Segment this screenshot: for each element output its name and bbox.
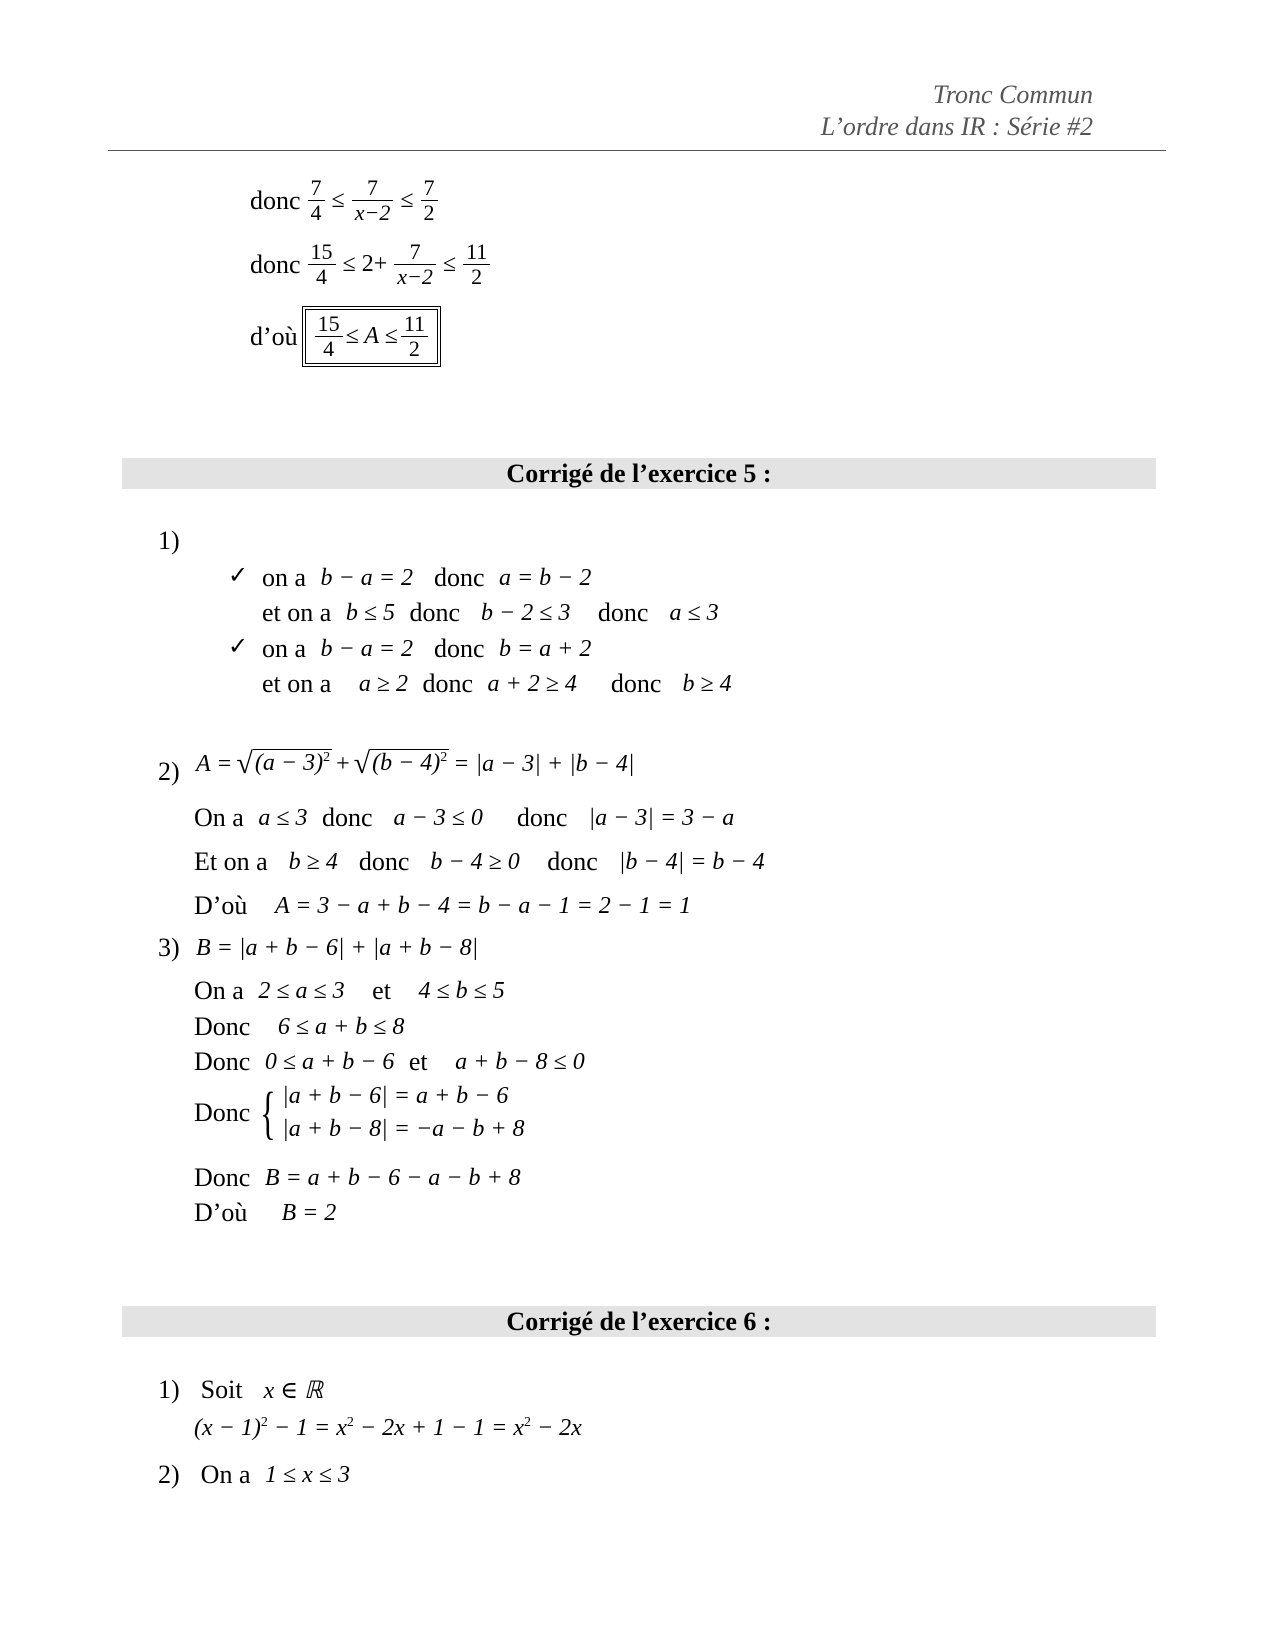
q2-line-1: On a a ≤ 3 donc a − 3 ≤ 0 donc |a − 3| = 3 − a (194, 803, 735, 832)
dou-label: d’où (250, 321, 298, 351)
ex6-q2: 2) On a 1 ≤ x ≤ 3 (158, 1460, 350, 1489)
q2-number: 2) (158, 1460, 180, 1489)
q1-line-3: on a b − a = 2 donc b = a + 2 (262, 634, 592, 663)
header-rule (108, 150, 1166, 151)
check-icon: ✓ (228, 563, 249, 589)
q1-number: 1) (158, 1375, 180, 1404)
fraction: $\frac{7}{x-2}$ (394, 240, 436, 289)
q3-line-3: Donc 0 ≤ a + b − 6 et a + b − 8 ≤ 0 (194, 1047, 585, 1076)
header-series: L’ordre dans IR : Série #2 (820, 112, 1093, 141)
equation-system: { |a + b − 6| = a + b − 6 |a + b − 8| = −a − b + 8 (260, 1080, 525, 1145)
q3-line-4: Donc { |a + b − 6| = a + b − 6 |a + b − 8| = −a − b + 8 (194, 1080, 525, 1145)
section-title-ex6: Corrigé de l’exercice 6 : (122, 1306, 1156, 1337)
q2-line-2: Et on a b ≥ 4 donc b − 4 ≥ 0 donc |b − 4| = b − 4 (194, 847, 765, 876)
top-line-3 (250, 306, 441, 367)
top-line-1: donc $\frac{7}{4}$ ≤ $\frac{7}{x-2}$ ≤ $\frac{7}{2}$ (250, 176, 441, 225)
section-title-ex5: Corrigé de l’exercice 5 : (122, 458, 1156, 489)
top-line-2: donc $\frac{15}{4}$ ≤ 2+ $\frac{7}{x-2}$ ≤ $\frac{11}{2}$ (250, 240, 493, 289)
q1-number: 1) (158, 526, 180, 555)
q3-line-2: Donc 6 ≤ a + b ≤ 8 (194, 1012, 405, 1041)
fraction: $\frac{15}{4}$ (315, 312, 343, 361)
fraction: $\frac{11}{2}$ (463, 240, 490, 289)
q3-line-6: D’où B = 2 (194, 1198, 337, 1227)
q3-number: 3) (158, 933, 180, 962)
q3-line-5: Donc B = a + b − 6 − a − b + 8 (194, 1163, 521, 1192)
brace: { (260, 1080, 276, 1145)
sqrt: √ $(b - 4)^2$ (353, 747, 448, 780)
donc-label: donc (250, 249, 301, 279)
q3-line-1: On a 2 ≤ a ≤ 3 et 4 ≤ b ≤ 5 (194, 976, 505, 1005)
q3-definition: B = |a + b − 6| + |a + b − 8| (196, 935, 479, 961)
fraction: $\frac{15}{4}$ (308, 240, 336, 289)
header-course: Tronc Commun (932, 80, 1093, 109)
fraction: $\frac{7}{2}$ (421, 176, 438, 225)
ex6-q1-equation: $(x - 1)^2 - 1 = x^2 - 2x + 1 - 1 = x^2 - 2x$ (194, 1415, 582, 1441)
boxed-result: $\frac{15}{4}$ ≤ A ≤ $\frac{11}{2}$ (302, 306, 441, 367)
sqrt: √ $(a - 3)^2$ (236, 747, 331, 780)
q2-line-3: D’où A = 3 − a + b − 4 = b − a − 1 = 2 − 1 = 1 (194, 891, 692, 920)
q1-line-4: et on a a ≥ 2 donc a + 2 ≥ 4 donc b ≥ 4 (262, 669, 732, 698)
fraction: $\frac{7}{x-2}$ (352, 176, 394, 225)
fraction: $\frac{11}{2}$ (401, 312, 428, 361)
fraction: $\frac{7}{4}$ (308, 176, 325, 225)
check-icon: ✓ (228, 634, 249, 660)
donc-label: donc (250, 185, 301, 215)
q2-number: 2) (158, 757, 180, 786)
q1-line-1: on a b − a = 2 donc a = b − 2 (262, 563, 592, 592)
q2-definition: A = √ $(a - 3)^2$ + √ $(b - 4)^2$ = |a − 3| + |b − 4| (196, 747, 635, 780)
q1-line-2: et on a b ≤ 5 donc b − 2 ≤ 3 donc a ≤ 3 (262, 598, 719, 627)
ex6-q1: 1) Soit x ∈ ℝ (158, 1375, 324, 1404)
